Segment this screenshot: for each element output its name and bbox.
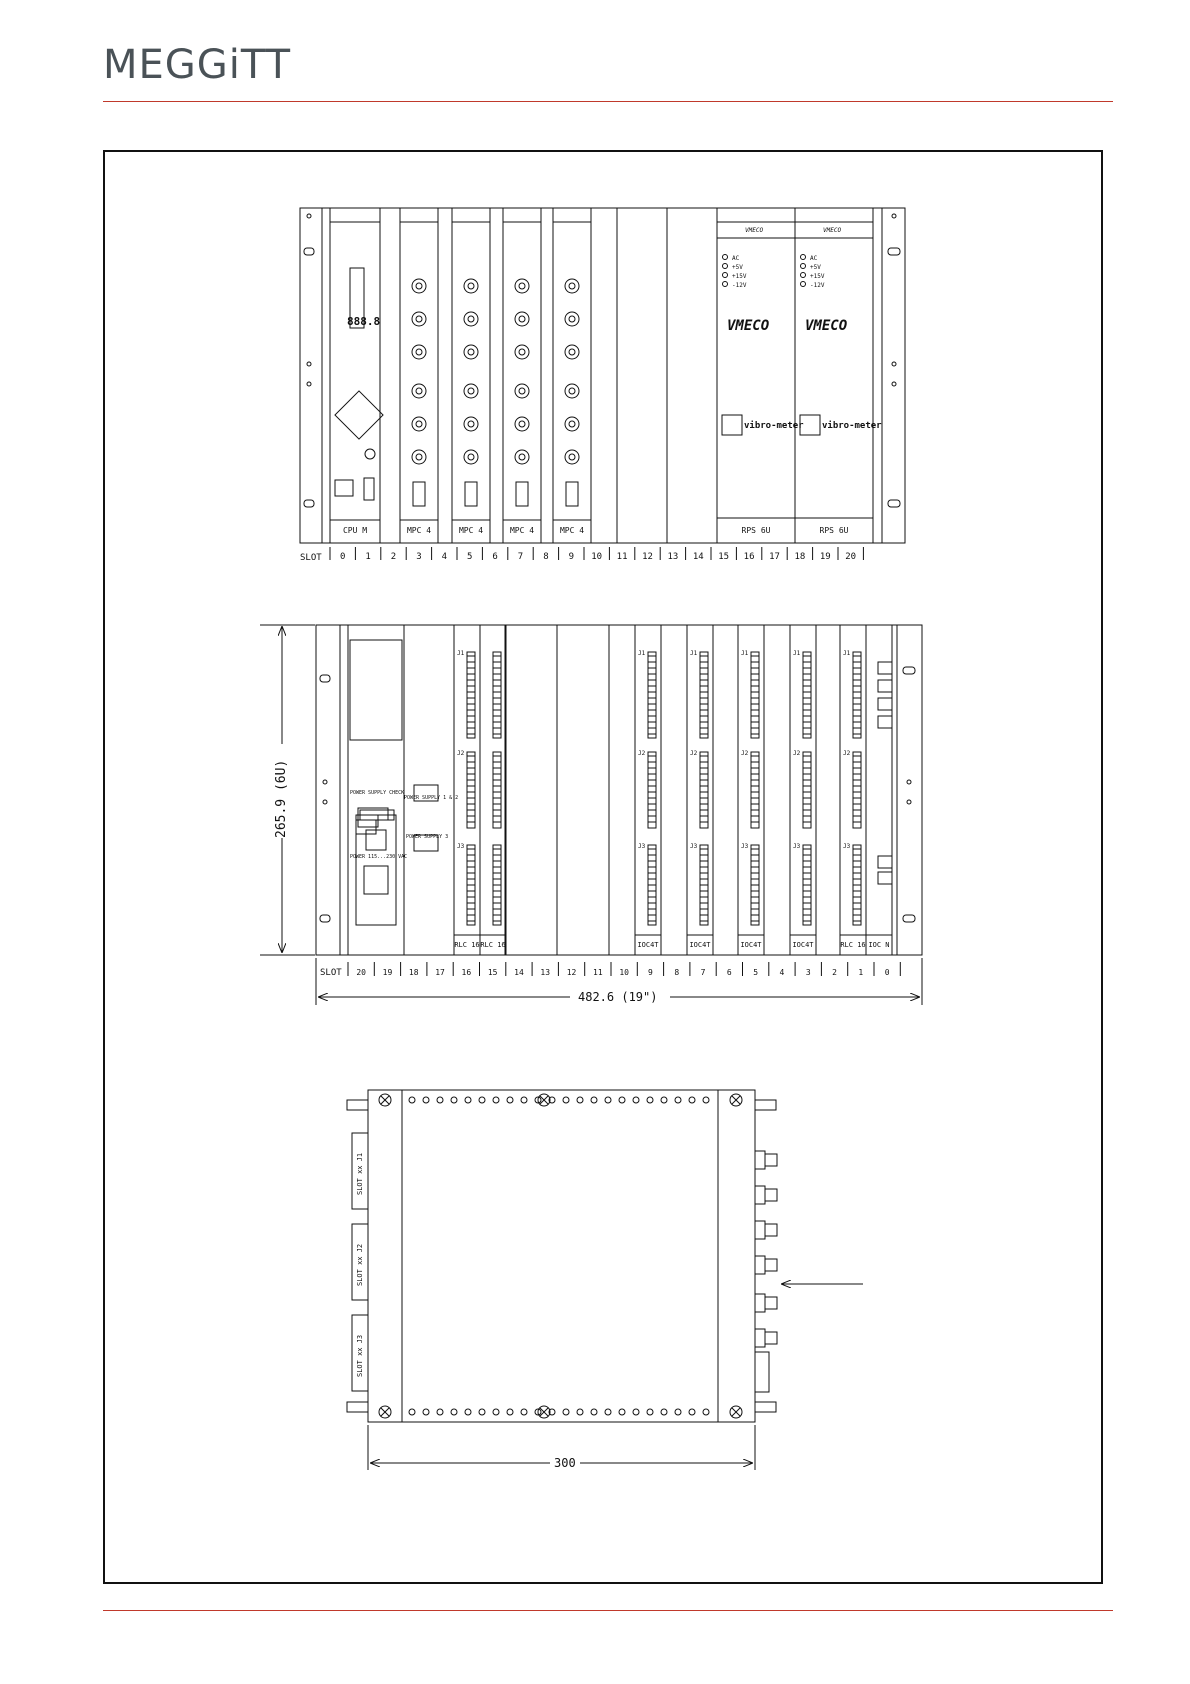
front-slot-number: 10 bbox=[591, 552, 603, 562]
front-slot-number: 15 bbox=[718, 552, 730, 562]
rear-slot-number: 7 bbox=[700, 968, 706, 977]
connector-label: J1 bbox=[741, 650, 749, 657]
front-slot-number: 2 bbox=[390, 552, 397, 562]
rear-slot-number: 8 bbox=[674, 968, 680, 977]
rps-voltage: AC bbox=[732, 255, 740, 262]
rps-voltage: AC bbox=[810, 255, 818, 262]
rear-slot-number: 17 bbox=[435, 968, 445, 977]
rear-slot-number: 19 bbox=[382, 968, 393, 977]
side-slot-j2: SLOT xx J2 bbox=[356, 1243, 364, 1286]
rear-card-label: RLC 16 bbox=[480, 941, 506, 949]
depth-dimension: 300 bbox=[554, 1456, 576, 1470]
rear-slot-number: 13 bbox=[540, 968, 551, 977]
cpu-display: 888.8 bbox=[347, 315, 381, 328]
rps-voltage: +5V bbox=[810, 264, 821, 271]
rear-card-label: IOC4T bbox=[689, 941, 711, 949]
front-card-label: CPU M bbox=[342, 526, 368, 535]
side-view bbox=[347, 1090, 863, 1470]
front-slot-number: 17 bbox=[769, 552, 780, 562]
rear-card-label: IOC4T bbox=[740, 941, 762, 949]
rps-voltage: -12V bbox=[810, 282, 825, 289]
rear-slot-number: 1 bbox=[858, 968, 864, 977]
front-slot-number: 14 bbox=[692, 552, 704, 562]
front-slot-number: 9 bbox=[568, 552, 575, 562]
meggitt-logo: MEGGiTT bbox=[103, 42, 292, 88]
width-dimension: 482.6 (19") bbox=[578, 990, 658, 1004]
front-slot-number: 18 bbox=[794, 552, 806, 562]
front-card-label: MPC 4 bbox=[406, 526, 432, 535]
connector-label: J3 bbox=[793, 843, 801, 850]
connector-label: J3 bbox=[638, 843, 646, 850]
front-slot-number: 3 bbox=[416, 552, 422, 562]
rear-slot-number: 9 bbox=[648, 968, 653, 977]
rps-brand-2: VMECO bbox=[805, 318, 848, 334]
front-slot-number: 5 bbox=[466, 552, 473, 562]
front-slot-number: 13 bbox=[667, 552, 679, 562]
front-slot-number: 6 bbox=[492, 552, 498, 562]
rear-slot-label: SLOT bbox=[320, 968, 342, 978]
cpu-card bbox=[330, 208, 383, 543]
front-slot-number: 0 bbox=[339, 552, 346, 562]
front-card-label: MPC 4 bbox=[458, 526, 484, 535]
rps-voltage: +15V bbox=[810, 273, 825, 280]
rear-slot-number: 12 bbox=[566, 968, 577, 977]
rear-slot-number: 3 bbox=[805, 968, 811, 977]
front-slot-number: 4 bbox=[441, 552, 448, 562]
rear-card-label: IOC N bbox=[868, 941, 890, 949]
rear-slot-number: 2 bbox=[832, 968, 837, 977]
front-slot-number: 1 bbox=[365, 552, 371, 562]
connector-label: J3 bbox=[741, 843, 749, 850]
front-slot-number: 19 bbox=[819, 552, 831, 562]
rear-card-label: RLC 16 bbox=[840, 941, 866, 949]
side-outline bbox=[368, 1090, 755, 1422]
front-card-label: RPS 6U bbox=[741, 526, 771, 535]
rear-slot-number: 10 bbox=[619, 968, 629, 977]
rear-slot-number: 18 bbox=[408, 968, 419, 977]
rps-voltage: +15V bbox=[732, 273, 747, 280]
front-card-label: MPC 4 bbox=[559, 526, 585, 535]
rear-slot-number: 0 bbox=[884, 968, 890, 977]
connector-label: J2 bbox=[741, 750, 749, 757]
rear-slot-number: 16 bbox=[461, 968, 472, 977]
connector-label: J2 bbox=[793, 750, 801, 757]
rear-card-label: IOC4T bbox=[637, 941, 659, 949]
front-slot-number: 11 bbox=[616, 552, 628, 562]
connector-label: J3 bbox=[457, 843, 465, 850]
rps-voltage: -12V bbox=[732, 282, 747, 289]
rear-slot-number: 20 bbox=[356, 968, 366, 977]
front-slot-label: SLOT bbox=[300, 553, 322, 563]
connector-label: J2 bbox=[690, 750, 698, 757]
rear-slot-number: 6 bbox=[726, 968, 732, 977]
front-slot-number: 8 bbox=[543, 552, 549, 562]
connector-label: J2 bbox=[638, 750, 646, 757]
power-label-3: POWER SUPPLY 3 bbox=[406, 834, 449, 840]
rear-slot-number: 11 bbox=[593, 968, 603, 977]
rps-vibro-1: vibro-meter bbox=[744, 421, 804, 431]
power-label-check: POWER SUPPLY CHECK bbox=[350, 790, 405, 796]
rear-slot-number: 4 bbox=[779, 968, 785, 977]
rear-card-label: RLC 16 bbox=[454, 941, 480, 949]
connector-label: J3 bbox=[843, 843, 851, 850]
power-label-12: POWER SUPPLY 1 & 2 bbox=[404, 795, 459, 801]
front-slot-number: 16 bbox=[743, 552, 755, 562]
rear-slot-number: 14 bbox=[514, 968, 524, 977]
rps-small-brand-2: VMECO bbox=[823, 227, 842, 234]
rps-voltage: +5V bbox=[732, 264, 743, 271]
rear-slot-number: 15 bbox=[487, 968, 498, 977]
connector-label: J1 bbox=[457, 650, 465, 657]
connector-label: J1 bbox=[843, 650, 851, 657]
power-label-input: POWER 115...230 VAC bbox=[350, 854, 408, 860]
connector-label: J3 bbox=[690, 843, 698, 850]
front-slot-number: 20 bbox=[845, 552, 857, 562]
connector-label: J1 bbox=[638, 650, 646, 657]
front-card-label: RPS 6U bbox=[819, 526, 849, 535]
front-slot-number: 7 bbox=[517, 552, 524, 562]
mpc4-cards bbox=[400, 208, 591, 543]
connector-label: J1 bbox=[690, 650, 698, 657]
connector-label: J2 bbox=[457, 750, 465, 757]
side-slot-j3: SLOT xx J3 bbox=[356, 1334, 364, 1377]
height-dimension: 265.9 (6U) bbox=[274, 759, 289, 838]
rear-view bbox=[260, 625, 922, 1005]
connector-label: J1 bbox=[793, 650, 801, 657]
front-card-label: MPC 4 bbox=[509, 526, 535, 535]
front-slot-number: 12 bbox=[642, 552, 653, 562]
side-slot-j1: SLOT xx J1 bbox=[356, 1152, 364, 1195]
rear-card-label: IOC4T bbox=[792, 941, 814, 949]
rps-brand-1: VMECO bbox=[727, 318, 770, 334]
rear-rack-outline bbox=[316, 625, 922, 955]
connector-label: J2 bbox=[843, 750, 851, 757]
rps-vibro-2: vibro-meter bbox=[822, 421, 882, 431]
rear-slot-number: 5 bbox=[753, 968, 759, 977]
rps-small-brand-1: VMECO bbox=[745, 227, 764, 234]
